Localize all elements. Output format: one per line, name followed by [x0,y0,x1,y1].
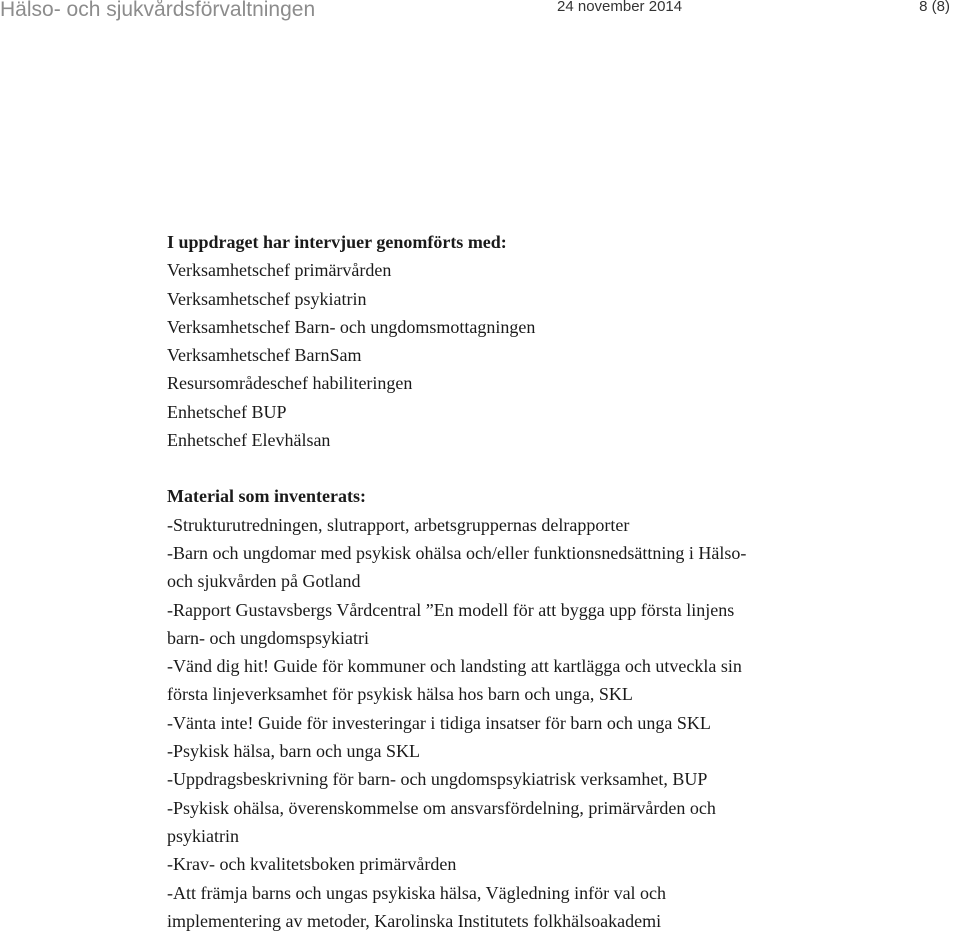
material-line: -Barn och ungdomar med psykisk ohälsa och/eller funktionsnedsättning i Hälso- [167,542,747,563]
organization-name: Hälso- och sjukvårdsförvaltningen [0,0,316,21]
interview-item: Resursområdeschef habiliteringen [167,373,413,394]
interview-item: Enhetschef BUP [167,401,287,422]
material-line: -Psykisk ohälsa, överenskommelse om ansvarsfördelning, primärvården och [167,797,716,818]
material-line: psykiatrin [167,825,239,846]
page-header [0,0,960,26]
materials-list [167,511,947,935]
interviews-list [167,256,947,454]
interview-item: Verksamhetschef primärvården [167,260,392,281]
material-line: barn- och ungdomspsykiatri [167,627,369,648]
material-line: -Strukturutredningen, slutrapport, arbetsgruppernas delrapporter [167,514,630,535]
page-number: 8 (8) [919,0,950,15]
material-line: -Vänd dig hit! Guide för kommuner och landsting att kartlägga och utveckla sin [167,656,742,677]
materials-heading: Material som inventerats: [167,486,366,507]
material-line: och sjukvården på Gotland [167,571,361,592]
interview-item: Verksamhetschef psykiatrin [167,288,367,309]
material-line: -Uppdragsbeskrivning för barn- och ungdomspsykiatrisk verksamhet, BUP [167,769,708,790]
document-date: 24 november 2014 [557,0,683,15]
interview-item: Verksamhetschef BarnSam [167,345,362,366]
material-line: -Krav- och kvalitetsboken primärvården [167,854,457,875]
material-line: -Psykisk hälsa, barn och unga SKL [167,741,420,762]
interview-item: Verksamhetschef Barn- och ungdomsmottagningen [167,316,536,337]
material-line: -Att främja barns och ungas psykiska hälsa, Vägledning inför val och [167,882,667,903]
material-line: implementering av metoder, Karolinska Institutets folkhälsoakademi [167,910,662,931]
section-spacer [167,454,947,482]
document-body [167,228,947,935]
material-line: -Rapport Gustavsbergs Vårdcentral ”En modell för att bygga upp första linjens [167,599,735,620]
material-line: -Vänta inte! Guide för investeringar i tidiga insatser för barn och unga SKL [167,712,711,733]
interview-item: Enhetschef Elevhälsan [167,430,331,451]
material-line: första linjeverksamhet för psykisk hälsa hos barn och unga, SKL [167,684,633,705]
interviews-heading: I uppdraget har intervjuer genomförts med: [167,232,507,252]
